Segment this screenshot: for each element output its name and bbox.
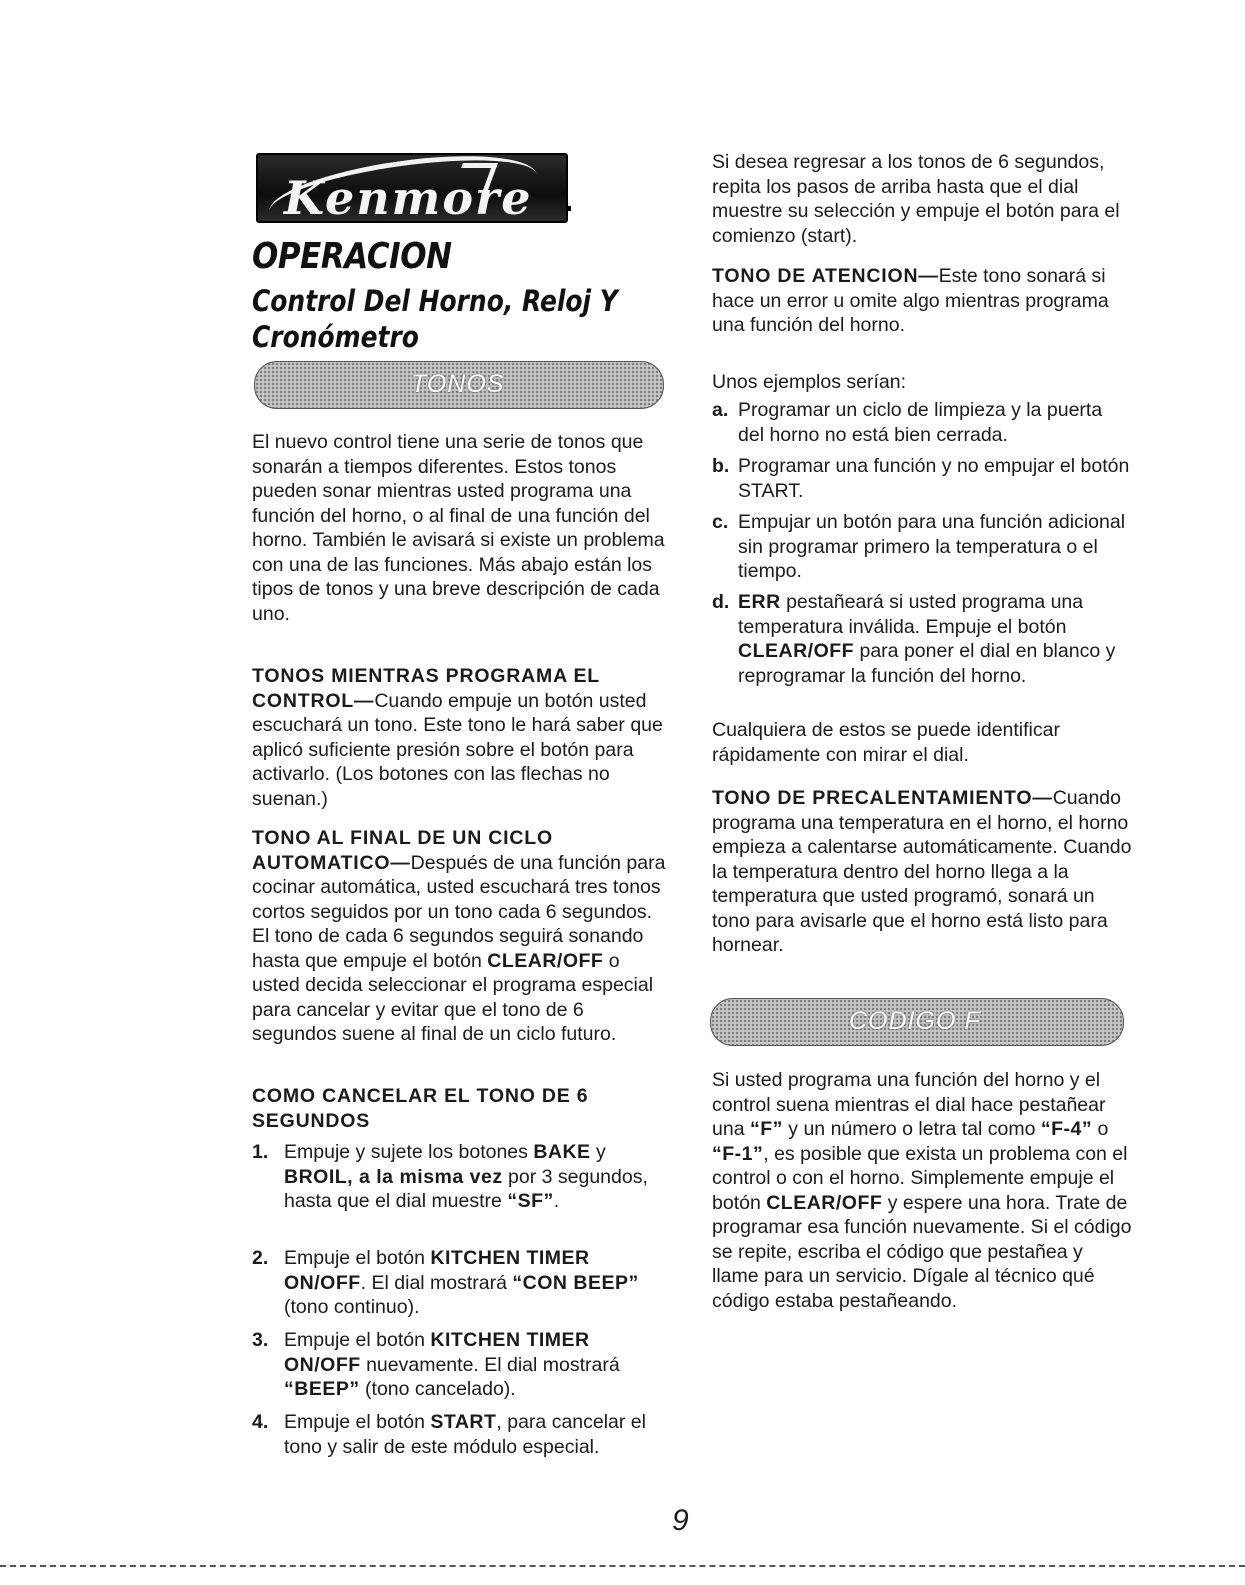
tono-final-text-b: o usted decida seleccionar el programa especial para cancelar y evitar que el tono de 6 segundos suene al final de un ciclo futuro. [252,949,654,1045]
codigo-text: y un número o letra tal como [782,1118,1041,1140]
tonos-programa-heading: TONOS MIENTRAS PROGRAMA EL CONTROL— [252,665,600,712]
step-text: , para cancelar el tono y salir de este módulo especial. [284,1411,646,1458]
precalentamiento-block [712,786,1132,958]
atencion-block [712,264,1132,338]
example-text: Empujar un botón para una función adicional sin programar primero la temperatura o el tiempo. [738,511,1126,582]
step-text: nuevamente. El dial mostrará [360,1353,620,1376]
tono-final-block [252,826,672,1047]
cancelar-heading: COMO CANCELAR EL TONO DE 6 SEGUNDOS [252,1085,589,1132]
codigo-bold: CLEAR/OFF [766,1191,883,1214]
precalentamiento-text: Cuando programa una temperatura en el horno, el horno empieza a calentarse automáticamente. Cuando la temperatura dentro del horno llega a la temperatura que usted programó, sonará un tono para avisarle que el horno está listo para hornear. [712,787,1132,956]
example-text: Programar un ciclo de limpieza y la puerta del horno no está bien cerrada. [738,399,1103,446]
step-item [252,1140,672,1214]
tono-final-heading: TONO AL FINAL DE UN CICLO AUTOMATICO— [252,827,553,874]
step-text: Empuje el botón [284,1329,431,1351]
codigo-block [712,1068,1132,1313]
step-item [252,1246,672,1320]
step-number: 3. [252,1329,269,1351]
example-bold: CLEAR/OFF [738,640,855,662]
codigo-text: o [1092,1118,1109,1140]
codigo-text: Si usted programa una función del horno y el control suena mientras el dial hace pestañear una [712,1069,1106,1140]
ejemplos-label: Unos ejemplos serían: [712,371,907,393]
step-bold: BROIL, a la misma vez [284,1165,503,1188]
page-subtitle: Control Del Horno, Reloj Y Cronómetro [252,284,618,354]
page-number: 9 [672,1504,689,1537]
logo-wordmark: Kenmore [284,171,533,223]
step-text: y [590,1141,606,1163]
step-number: 2. [252,1247,269,1269]
example-item [712,590,1132,688]
step-bold: “BEEP” [284,1378,360,1400]
step-text: . El dial mostrará [360,1271,513,1294]
example-letter: b. [712,455,730,477]
step-bold: “CON BEEP” [512,1271,639,1294]
atencion-heading: TONO DE ATENCION— [712,265,939,287]
step-text: Empuje el botón [284,1411,431,1433]
step-text: Empuje el botón [284,1247,431,1269]
step-bold: KITCHEN TIMER ON/OFF [284,1247,590,1294]
step-number: 1. [252,1141,269,1163]
step-item [252,1410,672,1459]
section-banner-label: CODIGO F [849,1007,981,1035]
codigo-text: , es posible que exista un problema con el control o con el horno. Simplemente empuje el botón [712,1142,1128,1214]
step-text: (tono continuo). [284,1296,420,1318]
codigo-bold: “F” [749,1118,783,1140]
example-item [712,398,1132,447]
example-item [712,510,1132,584]
bottom-dashed-rule [0,1565,1245,1567]
regresar-paragraph: Si desea regresar a los tonos de 6 segundos, repita los pasos de arriba hasta que el dial muestre su selección y empuje el botón para el comienzo (start). [712,151,1120,247]
step-bold: START [430,1411,497,1433]
example-letter: c. [712,511,729,533]
step-item [252,1328,672,1402]
tono-final-text-a: Después de una función para cocinar automática, usted escuchará tres tonos cortos seguidos por un tono cada 6 segundos. El tono de cada 6 segundos seguirá sonando hasta que empuje el botón [252,851,666,972]
codigo-text: y espere una hora. Trate de programar esa función nuevamente. Si el código se repite, escriba el código que pestañea y llame para un servicio. Dígale al técnico qué código estaba pestañeando. [712,1191,1132,1312]
example-item [712,454,1132,503]
example-letter: d. [712,591,730,613]
step-bold: “SF” [507,1190,554,1212]
section-banner-tonos [254,361,664,409]
tonos-programa-text: Cuando empuje un botón usted escuchará un tono. Este tono le hará saber que aplicó suficiente presión sobre el botón para activarlo. (Los botones con las flechas no suenan.) [252,689,663,810]
section-banner-label: TONOS [411,370,505,398]
codigo-bold: “F-1” [712,1142,764,1165]
step-text: (tono cancelado). [359,1378,516,1400]
step-text: por 3 segundos, hasta que el dial muestre [284,1165,648,1212]
example-text: pestañeará si usted programa una temperatura inválida. Empuje el botón [738,591,1084,638]
section-banner-codigo [710,998,1124,1046]
atencion-text: Este tono sonará si hace un error u omite algo mientras programa una función del horno. [712,265,1109,336]
step-text: Empuje y sujete los botones [284,1141,534,1163]
intro-paragraph: El nuevo control tiene una serie de tonos que sonarán a tiempos diferentes. Estos tonos pueden sonar mientras usted programa una función del horno, o al final de una función del horno. También le avisará si existe un problema con una de las funciones. Más abajo están los tipos de tonos y una breve descripción de cada uno. [252,431,665,625]
cualquiera-paragraph: Cualquiera de estos se puede identificar rápidamente con mirar el dial. [712,719,1060,766]
example-text: para poner el dial en blanco y reprogramar la función del horno. [738,640,1116,687]
step-number: 4. [252,1411,269,1433]
logo-registered-dot [566,206,571,211]
step-bold: KITCHEN TIMER ON/OFF [284,1329,590,1376]
codigo-bold: “F-4” [1040,1118,1093,1140]
step-bold: BAKE [533,1141,591,1163]
precalentamiento-heading: TONO DE PRECALENTAMIENTO— [712,787,1053,809]
kenmore-logo [256,153,568,223]
tono-final-clear: CLEAR/OFF [487,949,604,972]
example-letter: a. [712,399,729,421]
step-text: . [553,1190,560,1212]
example-text: Programar una función y no empujar el botón START. [738,455,1130,502]
tonos-programa-block [252,664,672,811]
example-bold: ERR [738,591,781,613]
page-title: OPERACION [252,236,452,277]
